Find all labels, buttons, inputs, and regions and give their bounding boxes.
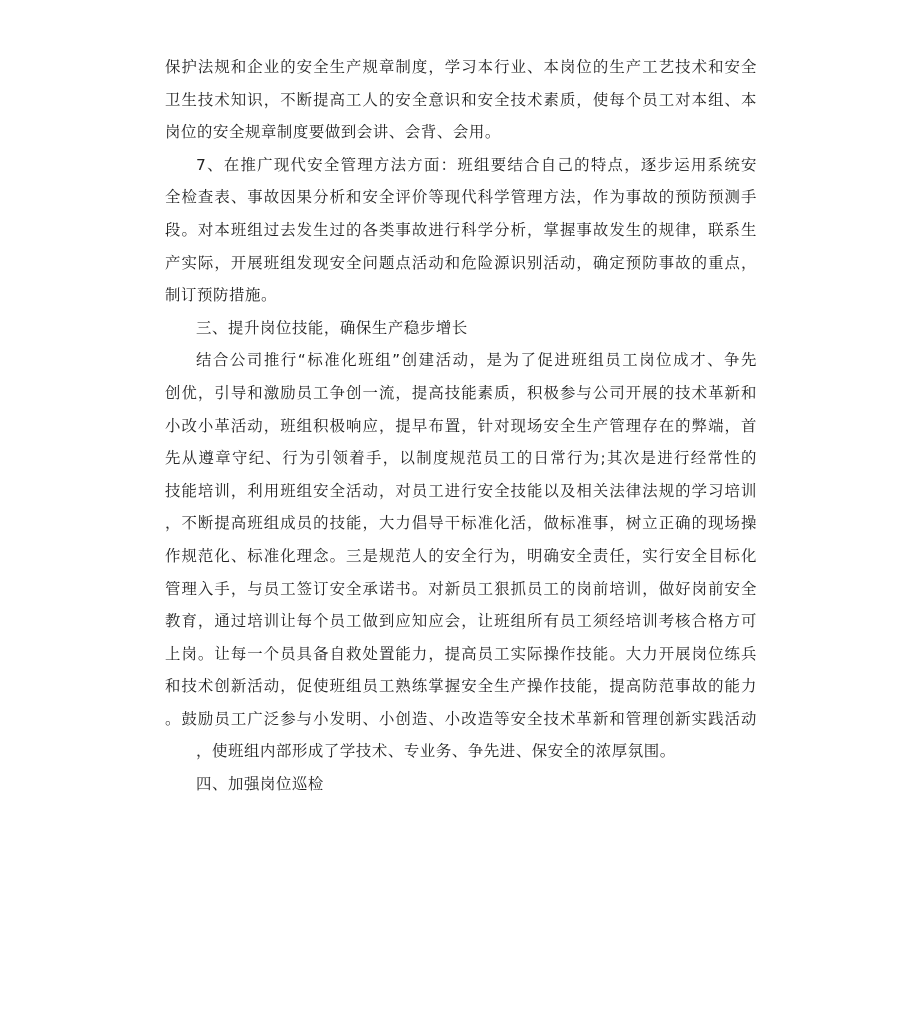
text-line: 7、在推广现代安全管理方法方面：班组要结合自己的特点，逐步运用系统安 bbox=[196, 155, 757, 174]
section-heading: 三、提升岗位技能，确保生产稳步增长 bbox=[196, 318, 468, 337]
text-line: 管理入手，与员工签订安全承诺书。对新员工狠抓员工的岗前培训，做好岗前安全 bbox=[165, 579, 757, 598]
text-line: 卫生技术知识，不断提高工人的安全意识和安全技术素质，使每个员工对本组、本 bbox=[165, 90, 757, 109]
section-heading: 四、加强岗位巡检 bbox=[196, 775, 324, 794]
text-line: 保护法规和企业的安全生产规章制度，学习本行业、本岗位的生产工艺技术和安全 bbox=[165, 58, 757, 76]
text-line: 作规范化、标准化理念。三是规范人的安全行为，明确安全责任，实行安全目标化 bbox=[165, 546, 757, 565]
text-line: 段。对本班组过去发生过的各类事故进行科学分析，掌握事故发生的规律，联系生 bbox=[165, 220, 757, 239]
text-line: 。鼓励员工广泛参与小发明、小创造、小改造等安全技术革新和管理创新实践活动 bbox=[165, 709, 757, 728]
text-line: 技能培训，利用班组安全活动，对员工进行安全技能以及相关法律法规的学习培训 bbox=[165, 481, 757, 500]
text-line: 创优，引导和激励员工争创一流，提高技能素质，积极参与公司开展的技术革新和 bbox=[165, 383, 757, 402]
text-line: 教育，通过培训让每个员工做到应知应会，让班组所有员工须经培训考核合格方可 bbox=[165, 612, 757, 631]
text-line: 全检查表、事故因果分析和安全评价等现代科学管理方法，作为事故的预防预测手 bbox=[165, 188, 757, 207]
text-line: ，不断提高班组成员的技能，大力倡导干标准化活，做标准事，树立正确的现场操 bbox=[165, 514, 757, 533]
text-line: 和技术创新活动，促使班组员工熟练掌握安全生产操作技能，提高防范事故的能力 bbox=[165, 677, 757, 696]
document-body bbox=[165, 51, 757, 801]
text-line: 制订预防措施。 bbox=[165, 286, 277, 305]
text-line: 先从遵章守纪、行为引领着手，以制度规范员工的日常行为;其次是进行经常性的 bbox=[165, 449, 757, 468]
text-line: 产实际，开展班组发现安全问题点活动和危险源识别活动，确定预防事故的重点， bbox=[165, 253, 757, 272]
text-line: ，使班组内部形成了学技术、专业务、争先进、保安全的浓厚氛围。 bbox=[196, 742, 676, 761]
text-line: 结合公司推行“标准化班组”创建活动，是为了促进班组员工岗位成才、争先 bbox=[196, 351, 757, 370]
text-line: 岗位的安全规章制度要做到会讲、会背、会用。 bbox=[165, 123, 501, 142]
text-line: 小改小革活动，班组积极响应，提早布置，针对现场安全生产管理存在的弊端，首 bbox=[165, 416, 757, 435]
text-line: 上岗。让每一个员具备自救处置能力，提高员工实际操作技能。大力开展岗位练兵 bbox=[165, 644, 757, 663]
